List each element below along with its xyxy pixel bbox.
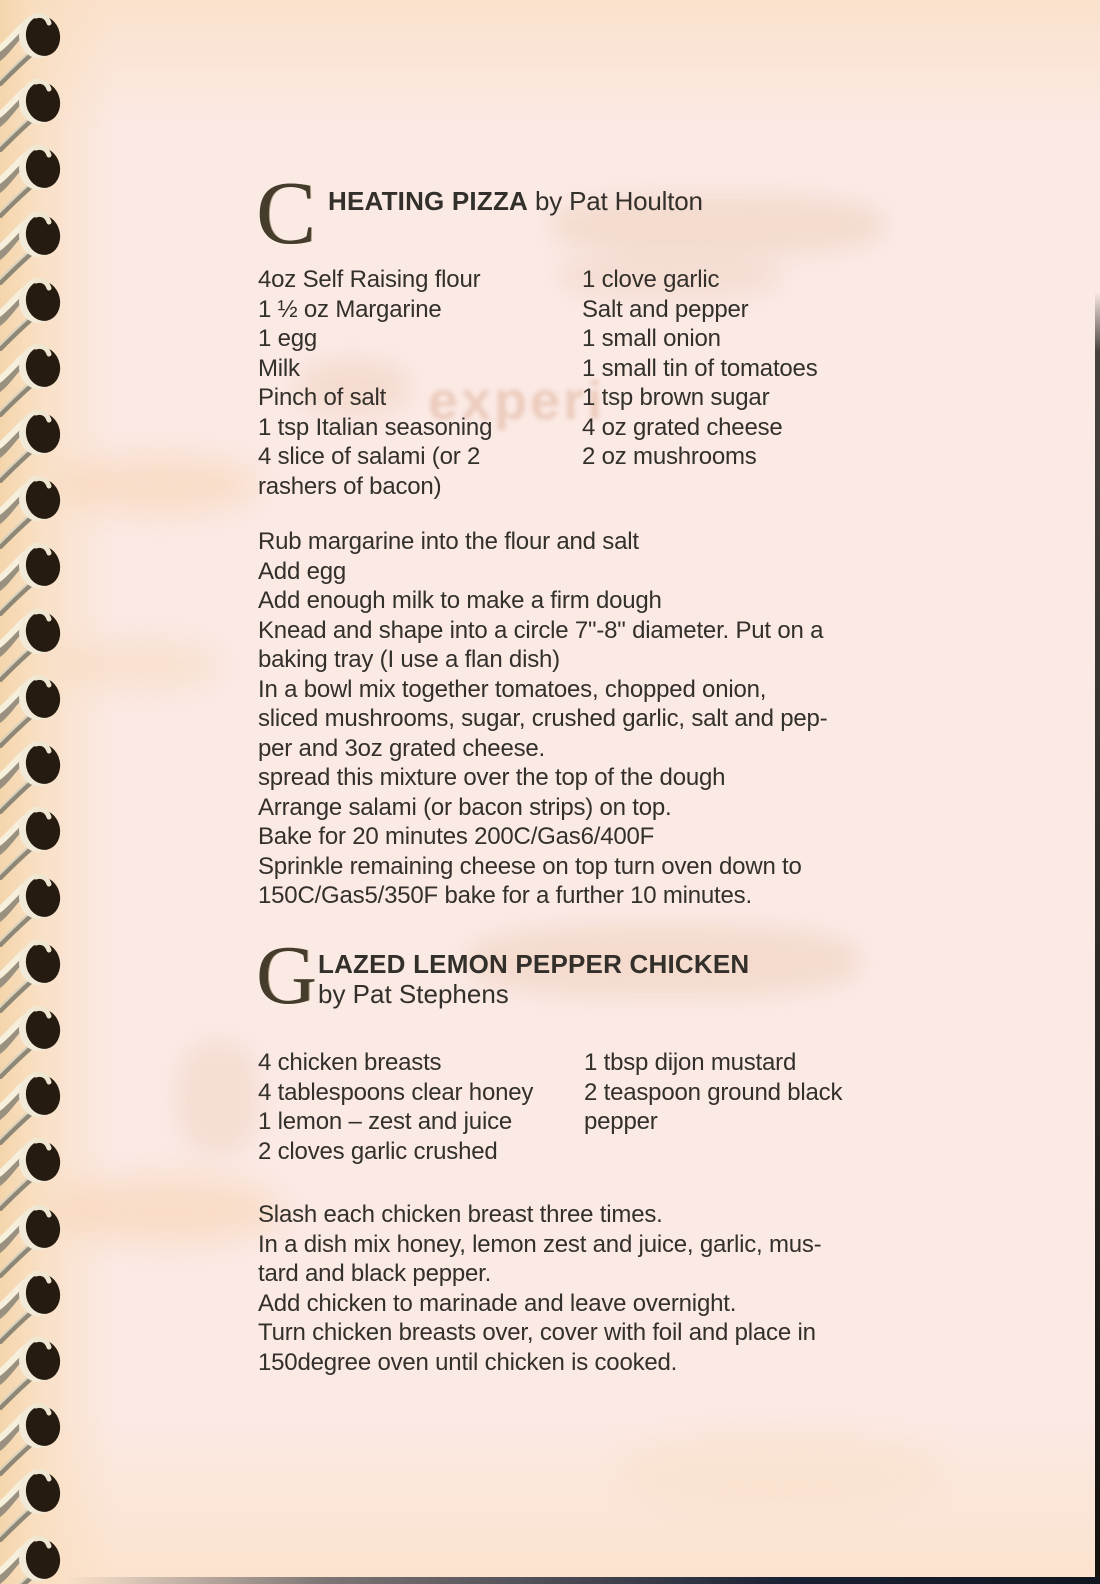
ingredient-line: 1 small onion bbox=[582, 325, 721, 352]
ingredient-line: 2 cloves garlic crushed bbox=[258, 1137, 498, 1165]
ingredient-line: 4 tablespoons clear honey bbox=[258, 1078, 534, 1106]
ingredient-line: 1 tbsp dijon mustard bbox=[584, 1049, 797, 1076]
method-line: sliced mushrooms, sugar, crushed garlic, salt and pep- bbox=[258, 705, 828, 732]
method-line: 150C/Gas5/350F bake for a further 10 minutes. bbox=[258, 882, 752, 909]
method-line: Sprinkle remaining cheese on top turn oven down to bbox=[258, 852, 802, 880]
method-line: Slash each chicken breast three times. bbox=[258, 1201, 663, 1228]
ingredient-line: 1 small tin of tomatoes bbox=[582, 354, 818, 382]
ingredient-line: 2 oz mushrooms bbox=[582, 443, 757, 470]
page-edge-shadow-bottom bbox=[64, 1577, 1100, 1584]
paper-streak bbox=[52, 1175, 282, 1245]
method-line: Add chicken to marinade and leave overnight. bbox=[258, 1289, 737, 1317]
ingredients-column-right bbox=[582, 265, 818, 472]
method-line: Rub margarine into the flour and salt bbox=[258, 528, 639, 555]
ingredient-line: Pinch of salt bbox=[258, 384, 387, 411]
method-line: Arrange salami (or bacon strips) on top. bbox=[258, 793, 672, 821]
ingredient-line: 4 chicken breasts bbox=[258, 1049, 442, 1076]
ingredient-line: Salt and pepper bbox=[582, 295, 749, 323]
ingredient-line: 1 egg bbox=[258, 325, 318, 352]
recipe-title-bold: LAZED LEMON PEPPER CHICKEN bbox=[318, 949, 750, 979]
ingredient-line: 1 tsp Italian seasoning bbox=[258, 413, 493, 441]
recipe-title bbox=[318, 949, 749, 979]
ingredient-line: 4 oz grated cheese bbox=[582, 413, 783, 441]
method-line: tard and black pepper. bbox=[258, 1260, 492, 1287]
paper-streak bbox=[620, 1430, 940, 1510]
method-line: Bake for 20 minutes 200C/Gas6/400F bbox=[258, 823, 655, 850]
ingredient-line: pepper bbox=[584, 1108, 658, 1135]
ingredients-column-left bbox=[258, 1048, 533, 1166]
recipe-title-bold: HEATING PIZZA bbox=[328, 186, 528, 216]
bleed-through-text: experi bbox=[428, 371, 606, 431]
ingredient-line: 2 teaspoon ground black bbox=[584, 1078, 843, 1106]
ingredient-line: 1 clove garlic bbox=[582, 266, 720, 293]
method-line: Turn chicken breasts over, cover with foil and place in bbox=[258, 1319, 816, 1346]
method-line: Add enough milk to make a firm dough bbox=[258, 587, 662, 614]
ingredient-line: 4oz Self Raising flour bbox=[258, 266, 481, 293]
ingredient-line: Milk bbox=[258, 354, 300, 382]
method-line: Knead and shape into a circle 7"-8" diameter. Put on a bbox=[258, 616, 824, 644]
ingredient-line: 1 ½ oz Margarine bbox=[258, 295, 442, 323]
drop-cap-letter: C bbox=[256, 164, 317, 263]
method-line: In a bowl mix together tomatoes, chopped onion, bbox=[258, 675, 767, 703]
ingredient-line: 1 lemon – zest and juice bbox=[258, 1108, 513, 1135]
drop-cap-letter: G bbox=[256, 929, 317, 1022]
method-paragraph bbox=[258, 1200, 821, 1377]
spiral-coil-icon bbox=[0, 1513, 78, 1584]
ingredients-column-left bbox=[258, 265, 492, 501]
recipe-title-author: by Pat Houlton bbox=[535, 186, 703, 216]
recipe-byline: by Pat Stephens bbox=[318, 979, 509, 1009]
method-line: spread this mixture over the top of the dough bbox=[258, 764, 726, 791]
bleed-through-mark bbox=[178, 1042, 258, 1154]
recipe-title bbox=[328, 186, 703, 216]
method-paragraph bbox=[258, 527, 827, 911]
page-edge-shadow-right bbox=[1095, 292, 1100, 1584]
method-line: Add egg bbox=[258, 557, 347, 585]
method-line: per and 3oz grated cheese. bbox=[258, 734, 546, 762]
ingredient-line: rashers of bacon) bbox=[258, 472, 442, 500]
ingredient-line: 4 slice of salami (or 2 bbox=[258, 443, 481, 470]
method-line: In a dish mix honey, lemon zest and juice, garlic, mus- bbox=[258, 1230, 822, 1258]
method-line: baking tray (I use a flan dish) bbox=[258, 646, 560, 673]
ingredient-line: 1 tsp brown sugar bbox=[582, 384, 770, 411]
paper-streak bbox=[60, 640, 220, 690]
method-line: 150degree oven until chicken is cooked. bbox=[258, 1348, 678, 1376]
paper-streak bbox=[58, 455, 258, 515]
ingredients-column-right bbox=[584, 1048, 842, 1137]
